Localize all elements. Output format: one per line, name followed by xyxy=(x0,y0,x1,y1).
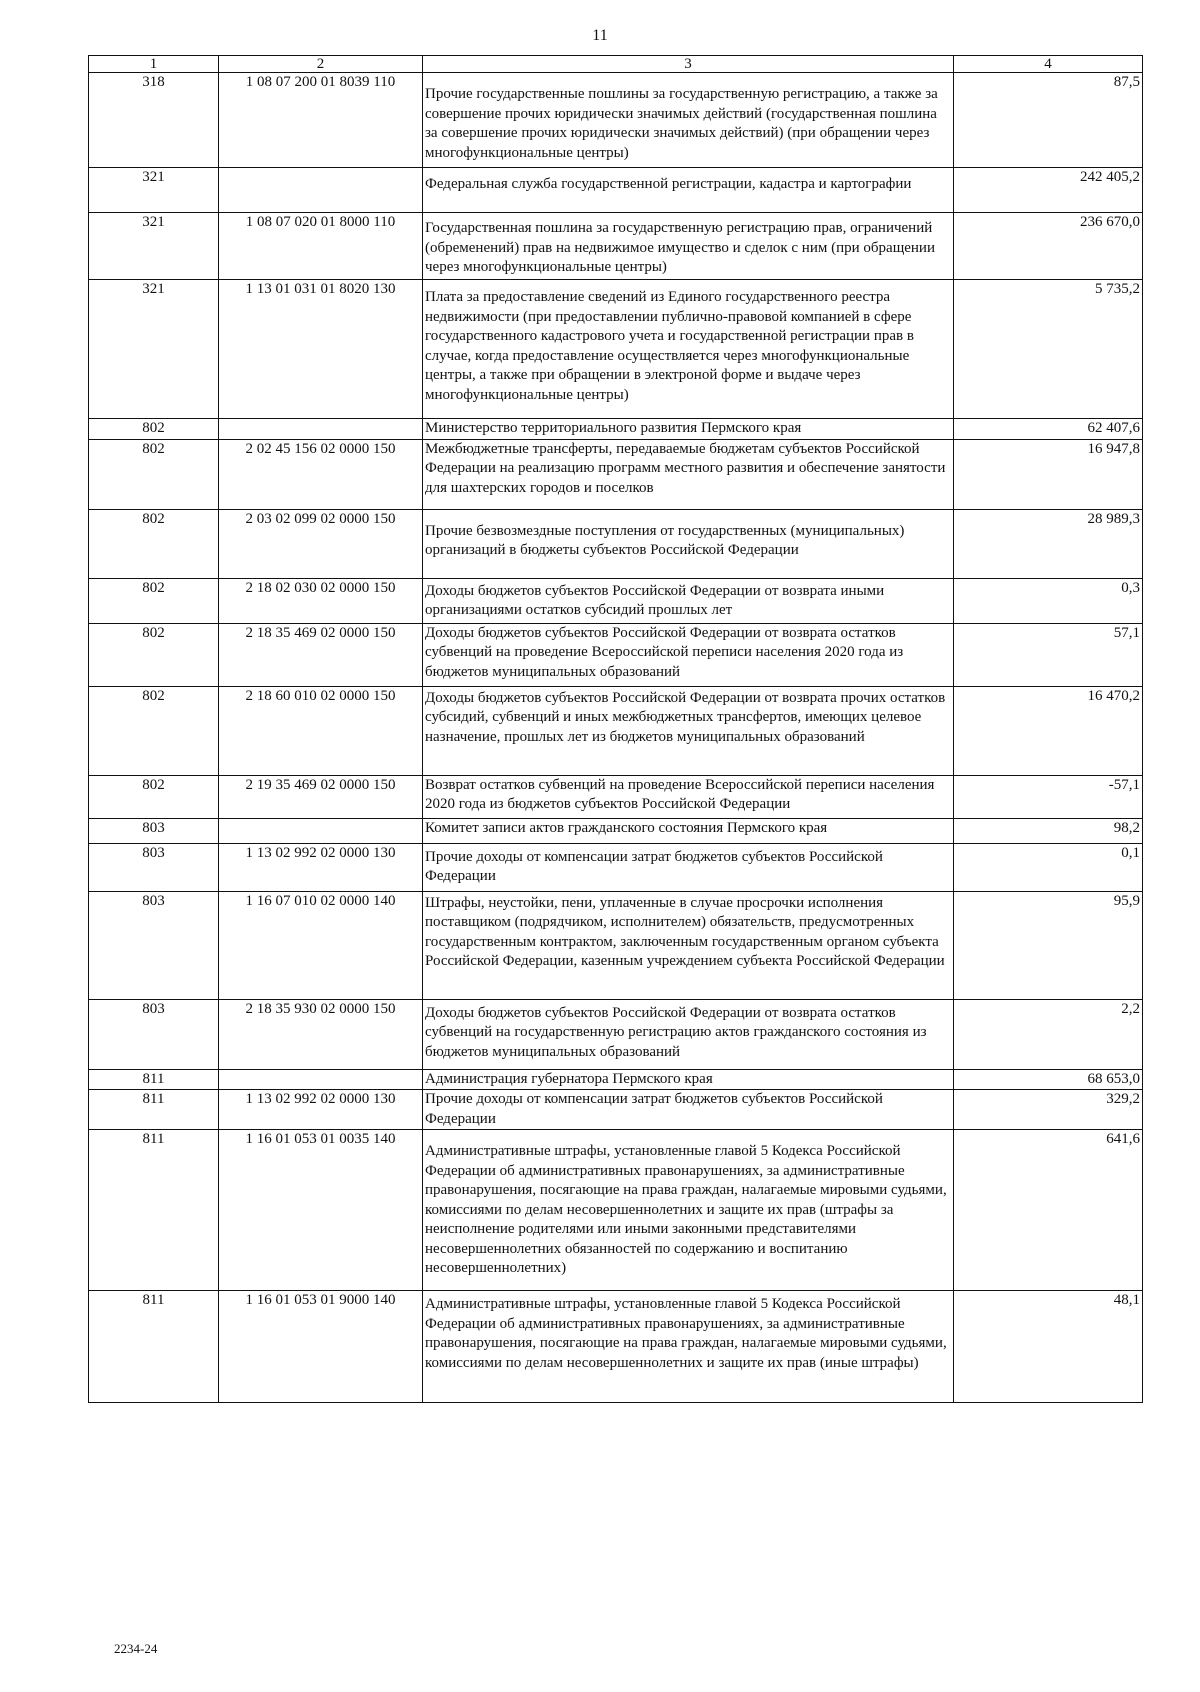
header-col-2: 2 xyxy=(219,56,423,73)
cell-admin-code: 802 xyxy=(89,509,219,578)
cell-amount: 62 407,6 xyxy=(954,419,1143,440)
cell-admin-code: 802 xyxy=(89,775,219,818)
cell-admin-code: 802 xyxy=(89,686,219,775)
table-row xyxy=(89,686,1143,775)
table-row xyxy=(89,818,1143,843)
cell-amount: 16 470,2 xyxy=(954,686,1143,775)
cell-description xyxy=(423,1090,954,1130)
table-row xyxy=(89,843,1143,891)
cell-amount: 242 405,2 xyxy=(954,168,1143,213)
cell-amount: 68 653,0 xyxy=(954,1069,1143,1090)
cell-description xyxy=(423,73,954,168)
table-row xyxy=(89,168,1143,213)
cell-admin-code: 802 xyxy=(89,578,219,623)
table-row xyxy=(89,623,1143,686)
description-text: Доходы бюджетов субъектов Российской Федерации от возврата остатков субвенций на проведение Всероссийской переписи населения 2020 года из бюджетов муниципальных образований xyxy=(425,624,904,680)
cell-budget-code: 2 18 35 469 02 0000 150 xyxy=(219,623,423,686)
table-row xyxy=(89,1130,1143,1291)
cell-amount: 329,2 xyxy=(954,1090,1143,1130)
cell-amount: 48,1 xyxy=(954,1291,1143,1403)
cell-admin-code: 811 xyxy=(89,1291,219,1403)
description-text: Прочие государственные пошлины за государственную регистрацию, а также за совершение прочих юридически значимых действий (государственная пошлина за совершение прочих юридически значимых действий) (при обращении через многофункциональные центры) xyxy=(425,86,938,161)
description-text: Административные штрафы, установленные главой 5 Кодекса Российской Федерации об административных правонарушениях, за административные правонарушения, посягающие на права граждан, налагаемые мировыми судьями, комиссиями по делам несовершеннолетних и защите их прав (штрафы за неисполнение родителями или иными законными представителями несовершеннолетних обязанностей по содержанию и воспитанию несовершеннолетних) xyxy=(425,1143,947,1276)
cell-amount: 0,1 xyxy=(954,843,1143,891)
cell-description xyxy=(423,419,954,440)
description-text: Прочие доходы от компенсации затрат бюджетов субъектов Российской Федерации xyxy=(425,848,883,884)
cell-admin-code: 318 xyxy=(89,73,219,168)
cell-amount: 87,5 xyxy=(954,73,1143,168)
description-text: Штрафы, неустойки, пени, уплаченные в случае просрочки исполнения поставщиком (подрядчиком, исполнителем) обязательств, предусмотренных государственным контрактом, заключенным государственным органом субъекта Российской Федерации, казенным учреждением субъекта Российской Федерации xyxy=(425,894,945,969)
cell-amount: -57,1 xyxy=(954,775,1143,818)
cell-budget-code xyxy=(219,1069,423,1090)
page-number: 11 xyxy=(592,27,608,44)
cell-amount: 5 735,2 xyxy=(954,280,1143,419)
table-row xyxy=(89,1090,1143,1130)
cell-budget-code: 2 02 45 156 02 0000 150 xyxy=(219,439,423,509)
cell-budget-code: 2 18 02 030 02 0000 150 xyxy=(219,578,423,623)
description-text: Доходы бюджетов субъектов Российской Федерации от возврата прочих остатков субсидий, субвенций и иных межбюджетных трансфертов, имеющих целевое назначение, прошлых лет из бюджетов муниципальных образований xyxy=(425,689,946,745)
cell-budget-code: 1 08 07 200 01 8039 110 xyxy=(219,73,423,168)
cell-amount: 641,6 xyxy=(954,1130,1143,1291)
description-text: Прочие доходы от компенсации затрат бюджетов субъектов Российской Федерации xyxy=(425,1091,883,1127)
cell-budget-code: 1 13 02 992 02 0000 130 xyxy=(219,1090,423,1130)
table-row xyxy=(89,1069,1143,1090)
header-col-1: 1 xyxy=(89,56,219,73)
description-text: Комитет записи актов гражданского состояния Пермского края xyxy=(425,819,828,836)
cell-description xyxy=(423,891,954,999)
cell-admin-code: 803 xyxy=(89,818,219,843)
cell-amount: 236 670,0 xyxy=(954,213,1143,280)
description-text: Государственная пошлина за государственную регистрацию прав, ограничений (обременений) прав на недвижимое имущество и сделок с ним (при обращении через многофункциональные центры) xyxy=(425,220,935,275)
cell-amount: 98,2 xyxy=(954,818,1143,843)
cell-description xyxy=(423,999,954,1069)
cell-budget-code: 1 16 01 053 01 0035 140 xyxy=(219,1130,423,1291)
cell-amount: 2,2 xyxy=(954,999,1143,1069)
cell-description xyxy=(423,578,954,623)
cell-admin-code: 802 xyxy=(89,623,219,686)
cell-budget-code xyxy=(219,419,423,440)
table-row xyxy=(89,213,1143,280)
cell-admin-code: 803 xyxy=(89,891,219,999)
description-text: Межбюджетные трансферты, передаваемые бюджетам субъектов Российской Федерации на реализацию программ местного развития и обеспечение занятости для шахтерских городов и поселков xyxy=(425,440,946,496)
cell-admin-code: 811 xyxy=(89,1090,219,1130)
header-col-4: 4 xyxy=(954,56,1143,73)
description-text: Доходы бюджетов субъектов Российской Федерации от возврата остатков субвенций на государственную регистрацию актов гражданского состояния из бюджетов муниципальных образований xyxy=(425,1004,927,1060)
table-row xyxy=(89,439,1143,509)
cell-admin-code: 321 xyxy=(89,280,219,419)
cell-description xyxy=(423,843,954,891)
cell-description xyxy=(423,623,954,686)
description-text: Министерство территориального развития Пермского края xyxy=(425,420,802,436)
cell-description xyxy=(423,686,954,775)
cell-description xyxy=(423,1291,954,1403)
cell-description xyxy=(423,509,954,578)
cell-amount: 95,9 xyxy=(954,891,1143,999)
cell-budget-code xyxy=(219,818,423,843)
table-row xyxy=(89,775,1143,818)
cell-budget-code: 1 08 07 020 01 8000 110 xyxy=(219,213,423,280)
description-text: Прочие безвозмездные поступления от государственных (муниципальных) организаций в бюджеты субъектов Российской Федерации xyxy=(425,522,905,558)
cell-description xyxy=(423,1069,954,1090)
cell-budget-code: 2 03 02 099 02 0000 150 xyxy=(219,509,423,578)
cell-description xyxy=(423,818,954,843)
table-header-row xyxy=(89,56,1143,73)
cell-amount: 16 947,8 xyxy=(954,439,1143,509)
cell-description xyxy=(423,213,954,280)
table-row xyxy=(89,280,1143,419)
description-text: Плата за предоставление сведений из Единого государственного реестра недвижимости (при предоставлении публично-правовой компанией в сфере государственного кадастрового учета и государственной регистрации прав в случае, когда предоставление осуществляется через многофункциональные центры, а также при обращении в электроной форме и выдаче через многофункциональные центры) xyxy=(425,289,914,403)
description-text: Административные штрафы, установленные главой 5 Кодекса Российской Федерации об административных правонарушениях, за административные правонарушения, посягающие на права граждан, налагаемые мировыми судьями, комиссиями по делам несовершеннолетних и защите их прав (иные штрафы) xyxy=(425,1296,947,1371)
cell-admin-code: 803 xyxy=(89,843,219,891)
cell-amount: 28 989,3 xyxy=(954,509,1143,578)
cell-amount: 57,1 xyxy=(954,623,1143,686)
cell-admin-code: 811 xyxy=(89,1130,219,1291)
cell-admin-code: 321 xyxy=(89,213,219,280)
revenue-table xyxy=(88,55,1143,1403)
description-text: Администрация губернатора Пермского края xyxy=(425,1070,713,1087)
cell-description xyxy=(423,439,954,509)
cell-budget-code: 2 18 60 010 02 0000 150 xyxy=(219,686,423,775)
cell-admin-code: 803 xyxy=(89,999,219,1069)
description-text: Федеральная служба государственной регистрации, кадастра и картографии xyxy=(425,176,912,192)
cell-admin-code: 811 xyxy=(89,1069,219,1090)
cell-budget-code: 1 13 01 031 01 8020 130 xyxy=(219,280,423,419)
cell-budget-code: 2 19 35 469 02 0000 150 xyxy=(219,775,423,818)
cell-budget-code: 2 18 35 930 02 0000 150 xyxy=(219,999,423,1069)
cell-admin-code: 802 xyxy=(89,439,219,509)
table-row xyxy=(89,891,1143,999)
cell-admin-code: 321 xyxy=(89,168,219,213)
cell-budget-code: 1 13 02 992 02 0000 130 xyxy=(219,843,423,891)
table-body xyxy=(89,73,1143,1403)
cell-admin-code: 802 xyxy=(89,419,219,440)
table-row xyxy=(89,578,1143,623)
table-row xyxy=(89,1291,1143,1403)
header-col-3: 3 xyxy=(423,56,954,73)
cell-description xyxy=(423,1130,954,1291)
description-text: Доходы бюджетов субъектов Российской Федерации от возврата иными организациями остатков субсидий прошлых лет xyxy=(425,582,885,618)
cell-description xyxy=(423,280,954,419)
cell-budget-code: 1 16 07 010 02 0000 140 xyxy=(219,891,423,999)
description-text: Возврат остатков субвенций на проведение Всероссийской переписи населения 2020 года из бюджетов субъектов Российской Федерации xyxy=(425,776,935,812)
document-code: 2234-24 xyxy=(114,1641,158,1656)
cell-amount: 0,3 xyxy=(954,578,1143,623)
cell-description xyxy=(423,168,954,213)
table-row xyxy=(89,419,1143,440)
table-row xyxy=(89,999,1143,1069)
cell-description xyxy=(423,775,954,818)
cell-budget-code xyxy=(219,168,423,213)
table-row xyxy=(89,73,1143,168)
cell-budget-code: 1 16 01 053 01 9000 140 xyxy=(219,1291,423,1403)
table-row xyxy=(89,509,1143,578)
